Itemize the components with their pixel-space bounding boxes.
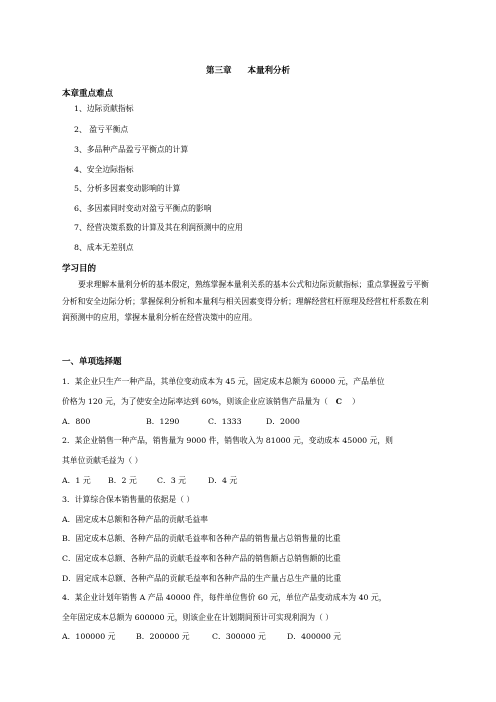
question-3-line-1: 3．计算综合保本销售量的依据是（ ）: [62, 495, 195, 504]
key-point-item: 5、分析多因素变动影响的计算: [74, 184, 181, 193]
option-b: B．2 元: [108, 476, 137, 485]
option-a: A．1 元: [62, 476, 91, 485]
question-3-option-d: D．固定成本总额、各种产品的贡献毛益率和各种产品的生产量占总生产量的比重: [62, 574, 342, 583]
question-2-line-2: 其单位贡献毛益为（ ）: [62, 456, 143, 465]
key-point-item: 8、成本无差别点: [74, 243, 134, 252]
option-d: D．2000: [266, 417, 300, 426]
question-3-option-a: A．固定成本总额和各种产品的贡献毛益率: [62, 515, 208, 524]
key-points-heading: 本章重点难点: [62, 89, 114, 99]
question-1-line-2: [62, 396, 360, 407]
key-point-item: 4、安全边际指标: [74, 165, 134, 174]
option-d: D．400000 元: [287, 632, 342, 641]
question-4-line-1: 4．某企业计划年销售 A 产品 40000 件，每件单位售价 60 元，单位产品变动成本为 40 元，: [62, 593, 387, 602]
key-point-item: 2、 盈亏平衡点: [74, 125, 129, 134]
option-c: C．1333: [208, 417, 242, 426]
question-2-line-1: 2．某企业销售一种产品，销售量为 9000 件，销售收入为 81000 元，变动成本 45000 元，则: [62, 436, 393, 445]
chapter-title: [0, 64, 496, 76]
option-a: A．800: [62, 417, 91, 426]
question-3-option-c: C．固定成本总额、各种产品的贡献毛益率和各种产品的销售额占总销售额的比重: [62, 554, 341, 563]
key-point-item: 3、多品种产品盈亏平衡点的计算: [74, 145, 189, 154]
section-heading-single-choice: 一、单项选择题: [62, 357, 122, 367]
option-a: A．100000 元: [62, 632, 116, 641]
chapter-number: 第三章: [205, 66, 232, 76]
objectives-paragraph: 要求理解本量利分析的基本假定，熟练掌握本量利关系的基本公式和边际贡献指标；重点掌握盈亏平衡分析和安全边际分析；掌握保利分析和本量利与相关因素变得分析；理解经营杠杆原理及经营杠杆系数在利润预测中的应用，掌握本量利分析在经营决策中的应用。: [62, 280, 429, 322]
question-1-text: 价格为 120 元，为了使安全边际率达到 60%，则该企业应该销售产品量为（: [62, 397, 328, 406]
question-1-answer: C: [335, 397, 342, 406]
key-point-item: 7、经营决策系数的计算及其在利润预测中的应用: [74, 223, 243, 232]
key-point-item: 6、多因素同时变动对盈亏平衡点的影响: [74, 204, 212, 213]
objectives-heading: 学习目的: [62, 264, 97, 274]
option-b: B．1290: [146, 417, 180, 426]
option-b: B．200000 元: [136, 632, 190, 641]
option-c: C．300000 元: [212, 632, 266, 641]
question-4-line-2: 全年固定成本总额为 600000 元，则该企业在计划期间预计可实现利润为（ ）: [62, 613, 334, 622]
chapter-name: 本量利分析: [247, 66, 291, 76]
question-1-close: ）: [351, 397, 360, 406]
key-point-item: 1、边际贡献指标: [74, 104, 134, 113]
question-3-option-b: B．固定成本总额、各种产品的贡献毛益率和各种产品的销售量占总销售量的比重: [62, 534, 341, 543]
option-c: C．3 元: [157, 476, 186, 485]
question-1-line-1: 1．某企业只生产一种产品，其单位变动成本为 45 元，固定成本总额为 60000 元，产品单位: [62, 377, 385, 386]
option-d: D．4 元: [208, 476, 238, 485]
